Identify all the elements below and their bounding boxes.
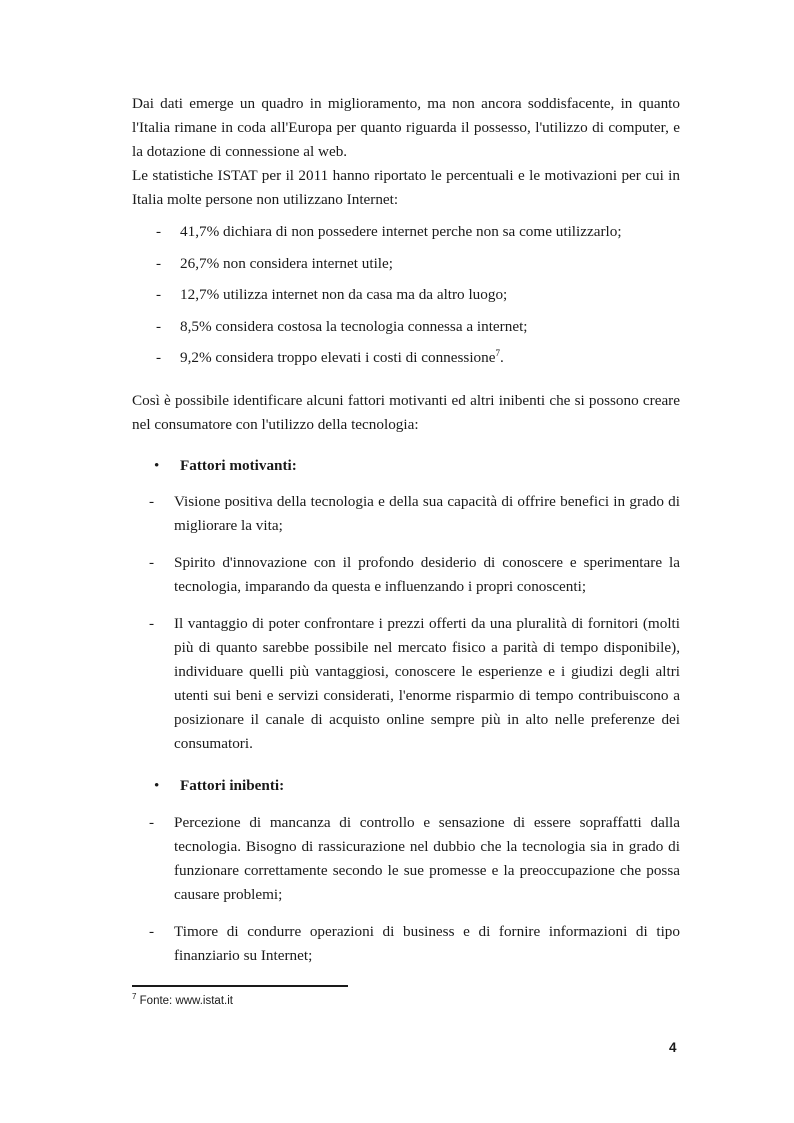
heading-label: Fattori motivanti:: [180, 457, 297, 474]
list-item-text: 26,7% non considera internet utile;: [180, 254, 393, 272]
istat-statistics-list: [132, 220, 680, 378]
list-item: [132, 346, 680, 378]
item-text: Spirito d'innovazione con il profondo desiderio di conoscere e sperimentare la tecnologia, imparando da questa e influenzando i propri conoscenti;: [174, 554, 680, 595]
dash-marker: -: [156, 223, 162, 240]
heading-label: Fattori inibenti:: [180, 777, 285, 794]
list-item: [132, 220, 680, 252]
list-item-text: 9,2% considera troppo elevati i costi di connessione: [180, 349, 496, 366]
dash-marker: -: [149, 554, 155, 571]
item-text: Timore di condurre operazioni di business e di fornire informazioni di tipo finanziario su Internet;: [174, 923, 680, 964]
item-text: Il vantaggio di poter confrontare i prezzi offerti da una pluralità di fornitori (molti più di quanto sarebbe possibile nel mercato fisico a parità di tempo disponibile), individuare quelli più vantaggiosi, conoscere le esperienze e i giudizi degli altri utenti sui beni e servizi considerati, l'enorme risparmio di tempo contribuiscono a posizionare il canale di acquisto online sempre più in alto nelle preferenze dei consumatori.: [174, 615, 680, 752]
footnote: [132, 993, 233, 1009]
bullet-icon: •: [154, 777, 160, 794]
paragraph-intro: Dai dati emerge un quadro in miglioramento, ma non ancora soddisfacente, in quanto l'Italia rimane in coda all'Europa per quanto riguarda il possesso, l'utilizzo di computer, e la dotazione di connessione al web.: [132, 95, 680, 160]
dash-marker: -: [156, 286, 162, 303]
list-item-text: 41,7% dichiara di non possedere internet perche non sa come utilizzarlo;: [180, 223, 622, 240]
footnote-text: Fonte: www.istat.it: [136, 995, 233, 1007]
footnote-separator: [132, 985, 348, 987]
dash-marker: -: [149, 493, 155, 510]
list-item: [132, 283, 680, 315]
list-item: [132, 315, 680, 347]
paragraph-factors-intro: Così è possibile identificare alcuni fattori motivanti ed altri inibenti che si possono creare nel consumatore con l'utilizzo della tecnologia:: [132, 392, 680, 433]
paragraph-istat: Le statistiche ISTAT per il 2011 hanno riportato le percentuali e le motivazioni per cui in Italia molte persone non utilizzano Internet:: [132, 167, 680, 208]
list-item-text-with-footnote: [180, 346, 504, 370]
bullet-icon: •: [154, 457, 160, 474]
item-text: Percezione di mancanza di controllo e sensazione di essere sopraffatti dalla tecnologia. Bisogno di rassicurazione nel dubbio che la tecnologia sia in grado di funzionare correttamente secondo le sue promesse e la preoccupazione che possa causare problemi;: [174, 814, 680, 903]
footnote-reference[interactable]: 7: [495, 347, 500, 358]
list-item-suffix: .: [499, 349, 504, 366]
list-item-text: 8,5% considera costosa la tecnologia connessa a internet;: [180, 317, 528, 335]
page-number: 4: [669, 1040, 677, 1055]
item-text: Visione positiva della tecnologia e della sua capacità di offrire benefici in grado di migliorare la vita;: [174, 493, 680, 534]
dash-marker: -: [149, 814, 155, 831]
dash-marker: -: [149, 615, 155, 632]
list-item: [132, 252, 680, 284]
list-item-text: 12,7% utilizza internet non da casa ma da altro luogo;: [180, 286, 508, 303]
dash-marker: -: [156, 254, 162, 272]
dash-marker: -: [156, 349, 162, 366]
dash-marker: -: [149, 923, 155, 940]
dash-marker: -: [156, 317, 162, 335]
footnote-number: 7: [132, 992, 137, 1002]
